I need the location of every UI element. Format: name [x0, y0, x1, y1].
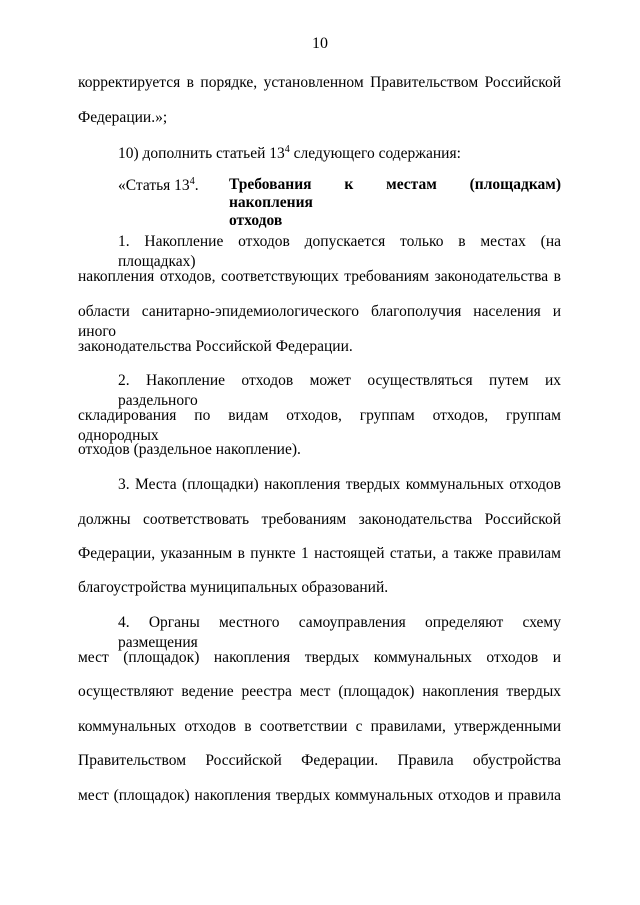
- article-label-superscript: 4: [189, 176, 195, 187]
- item-10-text-after: следующего содержания:: [289, 145, 461, 162]
- article-label: [118, 176, 199, 196]
- paragraph-4-line: коммунальных отходов в соответствии с правилами, утвержденными: [78, 718, 561, 735]
- paragraph-4-line: Правительством Российской Федерации. Правила обустройства: [78, 752, 561, 769]
- paragraph-4-line: 4. Органы местного самоуправления определяют схему размещения: [118, 614, 561, 651]
- paragraph-1-line: области санитарно-эпидемиологического благополучия населения и иного: [78, 303, 561, 340]
- text-line: корректируется в порядке, установленном Правительством Российской: [78, 74, 561, 91]
- article-label-text: «Статья 13: [118, 177, 190, 194]
- article-title-line: отходов: [229, 212, 283, 229]
- paragraph-3-line: Федерации, указанным в пункте 1 настоящей статьи, а также правилам: [78, 545, 561, 562]
- paragraph-2-line: складирования по видам отходов, группам отходов, группам однородных: [78, 407, 561, 444]
- paragraph-3-line: 3. Места (площадки) накопления твердых коммунальных отходов: [118, 476, 561, 493]
- page-number: 10: [312, 35, 328, 52]
- item-10-text: 10) дополнить статьей 13: [118, 145, 285, 162]
- paragraph-1-line: накопления отходов, соответствующих требованиям законодательства в: [78, 268, 561, 285]
- paragraph-3-line: должны соответствовать требованиям законодательства Российской: [78, 511, 561, 528]
- paragraph-4-line: осуществляют ведение реестра мест (площадок) накопления твердых: [78, 683, 561, 700]
- article-title: [229, 176, 561, 230]
- paragraph-1-line: законодательства Российской Федерации.: [78, 338, 353, 355]
- paragraph-1-line: 1. Накопление отходов допускается только в местах (на площадках): [118, 233, 561, 270]
- paragraph-2-line: отходов (раздельное накопление).: [78, 441, 301, 458]
- item-10-superscript: 4: [284, 144, 290, 155]
- paragraph-2-line: 2. Накопление отходов может осуществляться путем их раздельного: [118, 372, 561, 409]
- paragraph-4-line: мест (площадок) накопления твердых коммунальных отходов и правила: [78, 787, 561, 804]
- article-label-dot: .: [194, 177, 199, 194]
- article-title-line: Требования к местам (площадкам) накопления: [229, 176, 561, 211]
- text-line: Федерации.»;: [78, 109, 168, 126]
- paragraph-4-line: мест (площадок) накопления твердых коммунальных отходов и: [78, 649, 561, 666]
- paragraph-3-line: благоустройства муниципальных образований.: [78, 579, 389, 596]
- item-10-line: [118, 144, 561, 164]
